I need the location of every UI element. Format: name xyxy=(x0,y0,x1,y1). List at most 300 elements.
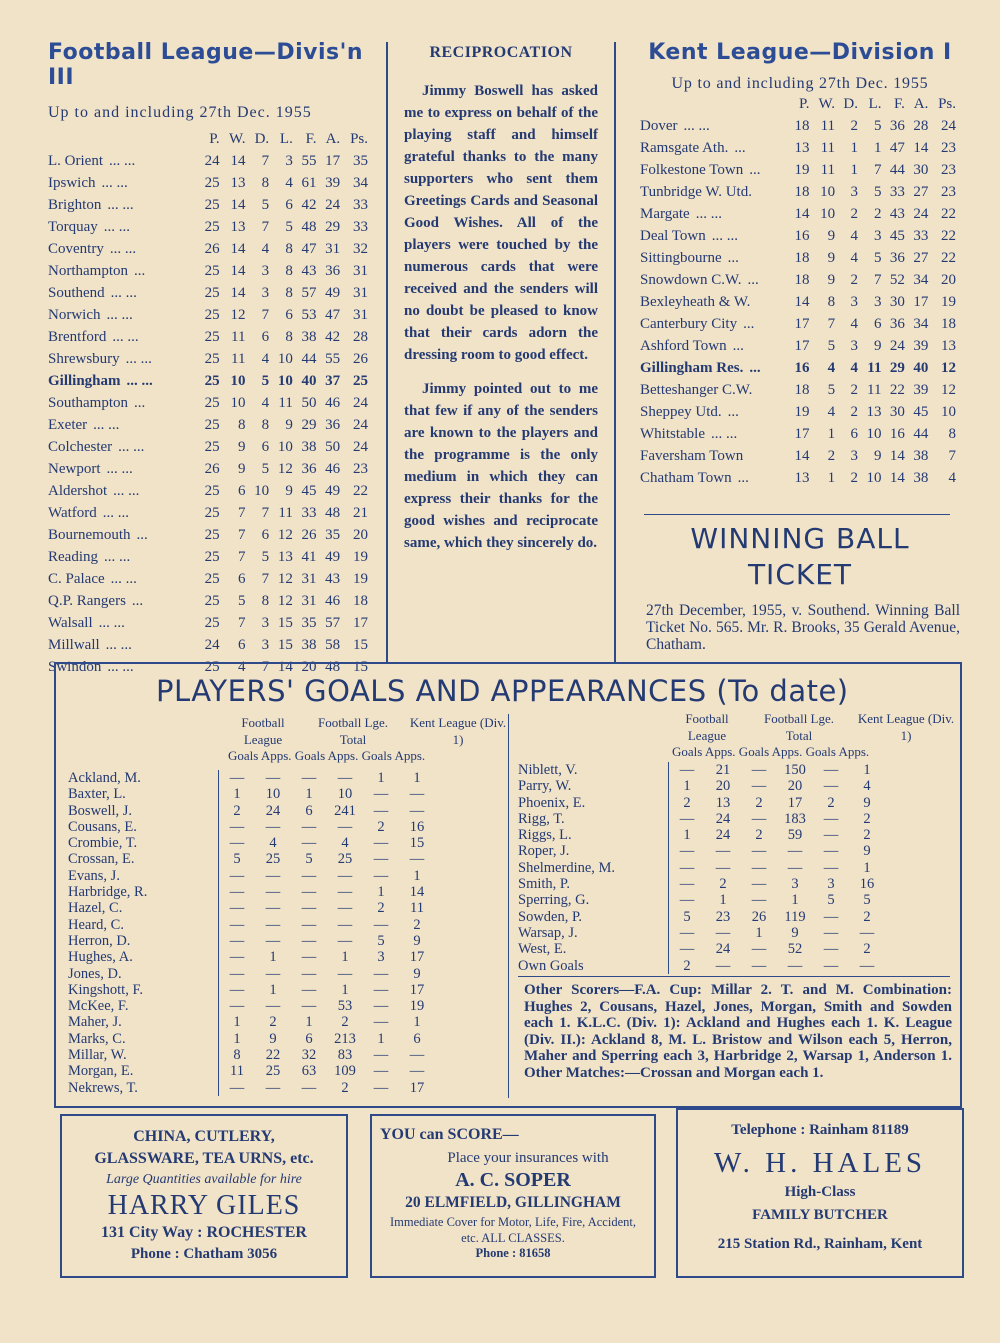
stat-cell: 5 xyxy=(873,250,882,266)
player-row xyxy=(68,949,435,965)
player-stat: — xyxy=(301,981,317,998)
leader-dots: ... ... xyxy=(110,571,137,587)
stat-cell: 9 xyxy=(827,272,836,288)
stat-cell: 36 xyxy=(889,118,905,134)
stat-cell: 7 xyxy=(261,571,270,587)
stat-cell: 9 xyxy=(873,338,882,354)
stat-cell: 8 xyxy=(237,417,246,433)
player-stat: 1 xyxy=(377,1030,385,1047)
table-row xyxy=(48,524,368,546)
player-row xyxy=(68,803,435,819)
stat-cell: 11 xyxy=(867,360,882,376)
table-row xyxy=(48,216,368,238)
stat-cell: 4 xyxy=(850,316,858,332)
player-stat: — xyxy=(409,1047,425,1064)
player-name: Niblett, V. xyxy=(518,762,669,778)
stat-cell: 30 xyxy=(913,162,929,178)
player-row xyxy=(518,795,885,811)
team-name xyxy=(640,445,786,467)
player-stat: 3 xyxy=(377,949,385,966)
stat-cell: 11 xyxy=(820,118,836,134)
stat-cell: 50 xyxy=(301,395,317,411)
stat-cell: 25 xyxy=(204,593,220,609)
stat-cell: 25 xyxy=(204,615,220,631)
player-name: Cousans, E. xyxy=(68,819,219,835)
player-name: Harbridge, R. xyxy=(68,884,219,900)
stat-cell: 20 xyxy=(353,527,368,543)
player-stat: 6 xyxy=(305,802,313,819)
stat-cell: 12 xyxy=(941,360,956,376)
stat-cell: 13 xyxy=(230,175,246,191)
stat-cell: 10 xyxy=(941,404,956,420)
player-stat: 2 xyxy=(719,876,727,893)
table-row xyxy=(48,436,368,458)
stat-cell: 25 xyxy=(204,527,220,543)
player-stat: 2 xyxy=(269,1014,277,1031)
stat-cell: 46 xyxy=(325,461,341,477)
player-stat: — xyxy=(751,892,767,909)
player-stat: — xyxy=(751,843,767,860)
player-row xyxy=(68,917,435,933)
player-stat: 5 xyxy=(305,851,313,868)
stat-cell: 6 xyxy=(873,316,882,332)
player-stat: 1 xyxy=(233,1014,241,1031)
stat-cell: 36 xyxy=(325,263,341,279)
soper-address: 20 ELMFIELD, GILLINGHAM xyxy=(405,1194,621,1211)
stat-cell: 50 xyxy=(325,439,341,455)
stat-cell: 8 xyxy=(261,175,270,191)
stat-cell: 24 xyxy=(353,395,368,411)
header-cols-left: Goals Apps. Goals Apps. Goals Apps. xyxy=(228,748,426,763)
player-stat: — xyxy=(409,1063,425,1080)
player-stat: — xyxy=(787,843,803,860)
stat-cell: 14 xyxy=(794,294,810,310)
team-label: Snowdown C.W. xyxy=(640,272,742,288)
player-row xyxy=(68,851,435,867)
stat-cell: 43 xyxy=(301,263,317,279)
leader-dots: ... xyxy=(131,593,144,609)
team-name xyxy=(48,172,196,194)
stat-cell: 39 xyxy=(325,175,341,191)
player-stat: — xyxy=(751,957,767,974)
table-row xyxy=(48,282,368,304)
header-kent-league-r: Kent League (Div. 1) xyxy=(857,711,955,743)
player-row xyxy=(518,892,885,908)
player-row xyxy=(68,786,435,802)
team-name xyxy=(640,181,786,203)
league-col-header: L. xyxy=(868,96,882,112)
team-label: Reading xyxy=(48,549,98,565)
table-row xyxy=(640,225,956,247)
team-name xyxy=(640,269,786,291)
leader-dots: ... xyxy=(134,263,146,279)
stat-cell: 3 xyxy=(261,615,270,631)
stat-cell: 6 xyxy=(850,426,858,442)
player-stat: — xyxy=(679,924,695,941)
division3-subtitle: Up to and including 27th Dec. 1955 xyxy=(48,104,312,121)
giles-name: HARRY GILES xyxy=(107,1190,301,1221)
stat-cell: 6 xyxy=(237,637,246,653)
player-stat: — xyxy=(265,932,281,949)
stat-cell: 3 xyxy=(850,448,858,464)
team-label: Aldershot xyxy=(48,483,108,499)
player-name: Heard, C. xyxy=(68,917,219,933)
table-row xyxy=(48,590,368,612)
player-stat: — xyxy=(265,965,281,982)
stat-cell: 14 xyxy=(794,448,810,464)
team-name xyxy=(640,423,786,445)
stat-cell: 5 xyxy=(261,373,270,389)
table-row xyxy=(640,423,956,445)
stat-cell: 25 xyxy=(204,285,220,301)
team-label: Q.P. Rangers xyxy=(48,593,126,609)
player-stat: 3 xyxy=(827,876,835,893)
player-stat: — xyxy=(337,884,353,901)
player-stat: — xyxy=(751,778,767,795)
player-name: Morgan, E. xyxy=(68,1063,219,1079)
leader-dots: ... ... xyxy=(711,228,738,244)
player-row xyxy=(68,868,435,884)
player-name: Parry, W. xyxy=(518,778,669,794)
player-stat: 24 xyxy=(715,810,731,827)
stat-cell: 4 xyxy=(261,395,270,411)
stat-cell: 11 xyxy=(278,395,293,411)
player-stat: — xyxy=(373,1047,389,1064)
player-stat: — xyxy=(265,916,281,933)
player-stat: — xyxy=(265,818,281,835)
table-row xyxy=(640,115,956,137)
team-label: Bexleyheath & W. xyxy=(640,294,751,310)
team-name xyxy=(640,225,786,247)
stat-cell: 4 xyxy=(850,228,858,244)
table-row xyxy=(48,502,368,524)
player-stat: 1 xyxy=(341,949,349,966)
player-stat: 4 xyxy=(341,835,349,852)
table-row xyxy=(640,357,956,379)
stat-cell: 53 xyxy=(301,307,317,323)
player-stat: 5 xyxy=(683,908,691,925)
player-stat: 1 xyxy=(413,770,421,786)
player-stat: 1 xyxy=(683,827,691,844)
right-header-group xyxy=(672,710,956,760)
stat-cell: 43 xyxy=(889,206,905,222)
stat-cell: 6 xyxy=(285,197,293,213)
stat-cell: 37 xyxy=(325,373,341,389)
stat-cell: 2 xyxy=(850,470,858,486)
stat-cell: 7 xyxy=(261,659,270,675)
leader-dots: ... ... xyxy=(101,175,128,191)
player-stat: — xyxy=(229,981,245,998)
stat-cell: 22 xyxy=(353,483,368,499)
stat-cell: 2 xyxy=(850,118,858,134)
player-stat: 3 xyxy=(791,876,799,893)
stat-cell: 42 xyxy=(325,329,341,345)
stat-cell: 14 xyxy=(230,197,246,213)
stat-cell: 35 xyxy=(301,615,317,631)
player-stat: — xyxy=(373,916,389,933)
player-stat: — xyxy=(823,778,839,795)
player-stat: — xyxy=(409,851,425,868)
stat-cell: 12 xyxy=(941,382,956,398)
header-football-league: Football League xyxy=(241,715,285,747)
stat-cell: 25 xyxy=(204,549,220,565)
stat-cell: 4 xyxy=(827,404,836,420)
player-stat: — xyxy=(373,1063,389,1080)
player-stat: — xyxy=(229,965,245,982)
stat-cell: 7 xyxy=(873,272,882,288)
player-stat: 1 xyxy=(413,1014,421,1031)
stat-cell: 13 xyxy=(277,549,293,565)
league-col-header: P. xyxy=(209,131,220,147)
player-stat: 11 xyxy=(230,1063,244,1080)
team-name xyxy=(48,348,196,370)
stat-cell: 11 xyxy=(820,162,836,178)
player-stat: — xyxy=(301,867,317,884)
stat-cell: 7 xyxy=(237,527,246,543)
player-stat: — xyxy=(229,900,245,917)
player-name: Ackland, M. xyxy=(68,770,219,786)
table-row xyxy=(48,458,368,480)
player-stat: — xyxy=(301,818,317,835)
stat-cell: 61 xyxy=(301,175,317,191)
stat-cell: 13 xyxy=(866,404,882,420)
stat-cell: 9 xyxy=(827,250,836,266)
team-name xyxy=(48,436,196,458)
team-label: Torquay xyxy=(48,219,98,235)
team-label: Colchester xyxy=(48,439,113,455)
stat-cell: 31 xyxy=(353,285,368,301)
table-row xyxy=(48,392,368,414)
player-stat: 2 xyxy=(341,1079,349,1096)
stat-cell: 10 xyxy=(254,483,270,499)
giles-line3: Large Quantities available for hire xyxy=(106,1172,302,1187)
player-name: Sowden, P. xyxy=(518,909,669,925)
stat-cell: 3 xyxy=(850,184,858,200)
stat-cell: 23 xyxy=(941,140,956,156)
stat-cell: 5 xyxy=(285,219,293,235)
player-stat: 5 xyxy=(863,892,871,909)
player-stat: — xyxy=(679,762,695,778)
player-stat: 24 xyxy=(715,827,731,844)
stat-cell: 25 xyxy=(204,439,220,455)
stat-cell: 1 xyxy=(827,426,836,442)
player-stat: 2 xyxy=(755,794,763,811)
player-stat: — xyxy=(301,900,317,917)
leader-dots: ... ... xyxy=(103,219,131,235)
stat-cell: 33 xyxy=(889,184,905,200)
players-right-rule xyxy=(518,976,950,977)
team-label: Brighton xyxy=(48,197,102,213)
stat-cell: 46 xyxy=(325,395,341,411)
stat-cell: 48 xyxy=(325,659,341,675)
player-name: Kingshott, F. xyxy=(68,982,219,998)
player-stat: 25 xyxy=(337,851,353,868)
team-name xyxy=(48,150,196,172)
player-stat: — xyxy=(715,859,731,876)
team-label: Northampton xyxy=(48,263,128,279)
team-label: Millwall xyxy=(48,637,100,653)
player-stat: 2 xyxy=(863,908,871,925)
player-row xyxy=(518,909,885,925)
stat-cell: 30 xyxy=(889,404,905,420)
header-lge-total: Football Lge. Total xyxy=(317,715,389,747)
team-name xyxy=(640,335,786,357)
player-stat: 17 xyxy=(409,949,425,966)
player-stat: 83 xyxy=(337,1047,353,1064)
stat-cell: 12 xyxy=(230,307,246,323)
table-row xyxy=(48,260,368,282)
stat-cell: 45 xyxy=(913,404,929,420)
player-stat: — xyxy=(859,957,875,974)
player-name: Rigg, T. xyxy=(518,811,669,827)
table-row xyxy=(640,335,956,357)
stat-cell: 31 xyxy=(353,263,368,279)
player-name: Evans, J. xyxy=(68,868,219,884)
leader-dots: ... xyxy=(737,470,749,486)
player-stat: 119 xyxy=(784,908,806,925)
stat-cell: 1 xyxy=(850,162,858,178)
player-stat: — xyxy=(409,786,425,803)
table-row xyxy=(640,445,956,467)
team-name xyxy=(48,282,196,304)
stat-cell: 48 xyxy=(301,219,317,235)
stat-cell: 24 xyxy=(913,206,929,222)
player-stat: — xyxy=(751,859,767,876)
player-stat: — xyxy=(301,770,317,786)
stat-cell: 18 xyxy=(794,272,810,288)
stat-cell: 13 xyxy=(794,470,810,486)
stat-cell: 33 xyxy=(301,505,317,521)
stat-cell: 16 xyxy=(794,228,810,244)
leader-dots: ... ... xyxy=(108,153,136,169)
team-name xyxy=(48,326,196,348)
player-name: Shelmerdine, M. xyxy=(518,860,669,876)
stat-cell: 24 xyxy=(353,439,368,455)
player-stat: 2 xyxy=(377,900,385,917)
team-label: Gillingham xyxy=(48,373,121,389)
stat-cell: 45 xyxy=(889,228,905,244)
team-label: Tunbridge W. Utd. xyxy=(640,184,752,200)
stat-cell: 5 xyxy=(261,549,270,565)
stat-cell: 2 xyxy=(827,448,836,464)
player-name: Crossan, E. xyxy=(68,851,219,867)
player-stat: — xyxy=(679,810,695,827)
stat-cell: 55 xyxy=(325,351,341,367)
stat-cell: 2 xyxy=(873,206,882,222)
stat-cell: 4 xyxy=(850,250,858,266)
stat-cell: 25 xyxy=(204,351,220,367)
player-stat: 2 xyxy=(683,957,691,974)
stat-cell: 3 xyxy=(850,338,858,354)
reciprocation-paragraph-1: Jimmy Boswell has asked me to express on behalf of the playing staff and himself grateful thanks to the many supporters who sent them Greetings Cards and Seasonal Good Wishes. All of the players were touched by the numerous cards that were received and the senders will no doubt be pleased to know that their cards adorn the dressing room to good effect. xyxy=(404,83,598,363)
player-row xyxy=(68,1080,435,1096)
table-row xyxy=(48,568,368,590)
stat-cell: 9 xyxy=(285,417,293,433)
player-stat: 1 xyxy=(413,867,421,884)
stat-cell: 31 xyxy=(301,593,317,609)
team-label: Margate xyxy=(640,206,690,222)
stat-cell: 57 xyxy=(301,285,317,301)
leader-dots: ... ... xyxy=(710,426,738,442)
team-name xyxy=(48,458,196,480)
stat-cell: 33 xyxy=(353,197,368,213)
soper-line1: YOU can SCORE— xyxy=(380,1126,519,1143)
player-stat: — xyxy=(229,884,245,901)
table-row xyxy=(48,414,368,436)
player-stat: — xyxy=(823,924,839,941)
table-row xyxy=(640,379,956,401)
player-stat: 1 xyxy=(305,786,313,803)
stat-cell: 13 xyxy=(794,140,810,156)
player-row xyxy=(68,982,435,998)
player-stat: — xyxy=(301,932,317,949)
stat-cell: 38 xyxy=(301,439,317,455)
player-stat: 5 xyxy=(233,851,241,868)
player-stat: 5 xyxy=(377,932,385,949)
kent-table xyxy=(640,93,956,489)
leader-dots: ... ... xyxy=(126,373,153,389)
player-stat: — xyxy=(823,762,839,778)
stat-cell: 25 xyxy=(204,219,220,235)
leader-dots: ... xyxy=(727,404,739,420)
player-name: Hazel, C. xyxy=(68,900,219,916)
stat-cell: 11 xyxy=(278,505,293,521)
stat-cell: 24 xyxy=(204,637,220,653)
player-stat: 2 xyxy=(413,916,421,933)
stat-cell: 10 xyxy=(277,351,293,367)
team-label: Folkestone Town xyxy=(640,162,744,178)
stat-cell: 8 xyxy=(261,417,270,433)
stat-cell: 3 xyxy=(850,294,858,310)
stat-cell: 8 xyxy=(261,593,270,609)
stat-cell: 14 xyxy=(230,285,246,301)
table-row xyxy=(640,159,956,181)
player-stat: — xyxy=(373,1014,389,1031)
player-stat: — xyxy=(787,957,803,974)
player-stat: 17 xyxy=(409,981,425,998)
table-row xyxy=(48,370,368,392)
team-label: Sittingbourne xyxy=(640,250,722,266)
stat-cell: 10 xyxy=(866,470,882,486)
leader-dots: ... ... xyxy=(113,483,140,499)
stat-cell: 25 xyxy=(204,329,220,345)
stat-cell: 7 xyxy=(873,162,882,178)
stat-cell: 17 xyxy=(794,426,810,442)
player-row xyxy=(518,860,885,876)
team-label: Southend xyxy=(48,285,105,301)
league-col-header: L. xyxy=(279,131,293,147)
player-stat: 10 xyxy=(337,786,353,803)
league-col-header: F. xyxy=(305,131,317,147)
player-row xyxy=(518,876,885,892)
team-label: Bournemouth xyxy=(48,527,131,543)
left-header-group xyxy=(228,714,508,764)
stat-cell: 5 xyxy=(827,338,836,354)
stat-cell: 14 xyxy=(794,206,810,222)
stat-cell: 47 xyxy=(325,307,341,323)
stat-cell: 22 xyxy=(941,250,956,266)
stat-cell: 4 xyxy=(237,659,246,675)
stat-cell: 9 xyxy=(827,228,836,244)
player-stat: — xyxy=(337,867,353,884)
league-col-header: A. xyxy=(325,131,341,147)
stat-cell: 25 xyxy=(204,263,220,279)
stat-cell: 41 xyxy=(301,549,317,565)
stat-cell: 5 xyxy=(873,184,882,200)
player-stat: 1 xyxy=(791,892,799,909)
team-name xyxy=(640,203,786,225)
hales-line1: High-Class xyxy=(784,1184,856,1200)
